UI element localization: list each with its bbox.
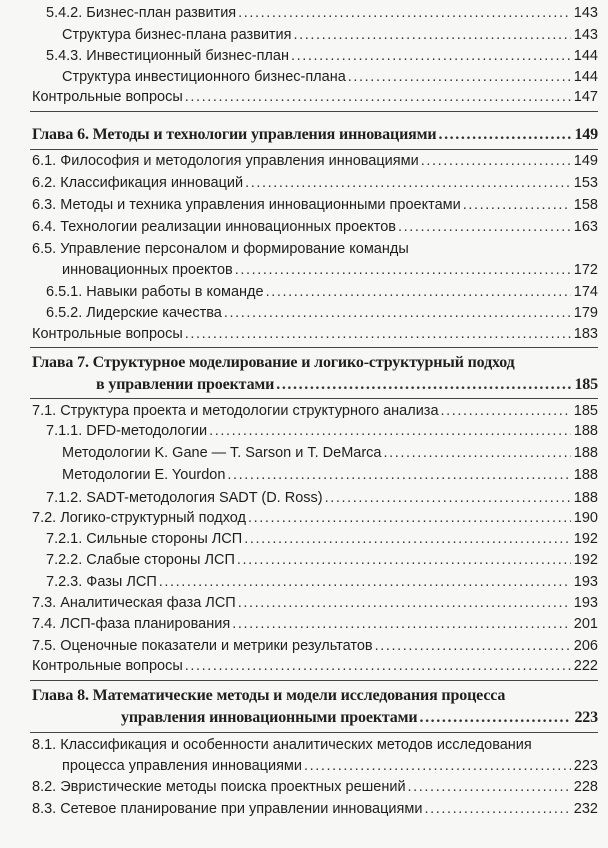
- toc-entry-page: 163: [573, 219, 598, 235]
- leader-dots: [248, 507, 571, 529]
- toc-entry-title: 7.2. Логико-структурный подход: [32, 510, 246, 526]
- toc-chapter-title-cont: в управлении проектами: [96, 376, 275, 393]
- toc-entry: [0, 487, 608, 509]
- toc-entry: [0, 776, 608, 798]
- toc-entry-title: 7.4. ЛСП-фаза планирования: [32, 616, 231, 632]
- leader-dots: [398, 216, 571, 238]
- section-divider: [30, 398, 598, 399]
- toc-entry-page: 185: [574, 376, 598, 393]
- toc-entry-title: 8.1. Классификация и особенности аналитических методов исследования: [32, 737, 532, 753]
- leader-dots: [185, 86, 571, 108]
- toc-entry-title: 5.4.2. Бизнес-план развития: [46, 5, 237, 21]
- toc-entry: [0, 613, 608, 635]
- section-divider: [30, 111, 598, 112]
- toc-entry-title: 7.2.1. Сильные стороны ЛСП: [46, 531, 243, 547]
- leader-dots: [463, 194, 571, 216]
- toc-entry-page: 232: [573, 801, 598, 817]
- toc-chapter-heading: [0, 352, 608, 374]
- toc-entry-title-cont: процесса управления инновациями: [62, 758, 303, 774]
- toc-entry: [0, 172, 608, 194]
- leader-dots: [325, 487, 571, 509]
- toc-entry-page: 143: [573, 5, 598, 21]
- toc-entry-page: 172: [573, 262, 598, 278]
- toc-entry: [0, 86, 608, 108]
- toc-entry-title: 7.2.3. Фазы ЛСП: [46, 574, 157, 590]
- toc-entry: [0, 323, 608, 345]
- toc-entry-page: 188: [573, 490, 598, 506]
- toc-entry: [0, 528, 608, 550]
- leader-dots: [238, 592, 571, 614]
- toc-entry-page: 228: [573, 779, 598, 795]
- toc-entry-page: 143: [573, 27, 598, 43]
- section-divider: [30, 347, 598, 348]
- toc-entry-page: 190: [573, 510, 598, 526]
- toc-entry: [0, 281, 608, 303]
- toc-entry-title: Методологии K. Gane — T. Sarson и T. DeMarca: [62, 445, 382, 461]
- toc-entry-title: 8.3. Сетевое планирование при управлении инновациями: [32, 801, 423, 817]
- toc-entry-title-cont: инновационных проектов: [62, 262, 233, 278]
- toc-entry-page: 192: [573, 531, 598, 547]
- leader-dots: [232, 613, 571, 635]
- toc-entry-title: Методологии E. Yourdon: [62, 467, 226, 483]
- toc-entry: [0, 635, 608, 657]
- toc-entry-page: 201: [573, 616, 598, 632]
- leader-dots: [238, 2, 571, 24]
- toc-entry-page: 144: [573, 69, 598, 85]
- toc-entry: [0, 420, 608, 442]
- toc-entry-continuation: [0, 259, 608, 281]
- toc-entry: [0, 194, 608, 216]
- toc-entry-page: 192: [573, 552, 598, 568]
- toc-chapter-heading-cont: [0, 707, 608, 729]
- leader-dots: [237, 549, 571, 571]
- section-divider: [30, 732, 598, 733]
- toc-entry-title: 8.2. Эвристические методы поиска проектных решений: [32, 779, 406, 795]
- toc-entry: [0, 571, 608, 593]
- leader-dots: [235, 259, 571, 281]
- toc-entry: [0, 24, 608, 46]
- toc-entry-title: 6.2. Классификация инноваций: [32, 175, 244, 191]
- toc-entry-page: 149: [574, 126, 598, 143]
- toc-entry: [0, 655, 608, 677]
- toc-entry: [0, 734, 608, 756]
- toc-entry-page: 223: [574, 709, 598, 726]
- toc-entry-title: 7.3. Аналитическая фаза ЛСП: [32, 595, 236, 611]
- toc-entry: [0, 798, 608, 820]
- toc-entry-title: 6.5.2. Лидерские качества: [46, 305, 222, 321]
- toc-chapter-title: Глава 8. Математические методы и модели исследования процесса: [32, 687, 506, 704]
- toc-entry: [0, 592, 608, 614]
- toc-entry: [0, 216, 608, 238]
- toc-entry-title: 6.3. Методы и техника управления инновационными проектами: [32, 197, 461, 213]
- toc-entry-continuation: [0, 755, 608, 777]
- leader-dots: [291, 45, 571, 67]
- toc-entry: [0, 66, 608, 88]
- leader-dots: [421, 150, 571, 172]
- leader-dots: [227, 464, 570, 486]
- toc-entry-page: 188: [573, 445, 598, 461]
- toc-entry-title: 7.1.2. SADT-методология SADT (D. Ross): [46, 490, 323, 506]
- leader-dots: [375, 635, 571, 657]
- toc-entry-page: 183: [573, 326, 598, 342]
- leader-dots: [276, 374, 571, 396]
- toc-entry: [0, 507, 608, 529]
- leader-dots: [419, 707, 571, 729]
- leader-dots: [209, 420, 571, 442]
- toc-entry-title: 7.1. Структура проекта и методологии структурного анализа: [32, 403, 439, 419]
- toc-chapter-title: Глава 7. Структурное моделирование и логико-структурный подход: [32, 354, 515, 371]
- toc-entry-title: Контрольные вопросы: [32, 326, 183, 342]
- leader-dots: [185, 655, 571, 677]
- toc-entry-title: 7.5. Оценочные показатели и метрики результатов: [32, 638, 373, 654]
- toc-entry-title: 6.1. Философия и методология управления инновациями: [32, 153, 419, 169]
- toc-chapter-title-cont: управления инновационными проектами: [121, 709, 418, 726]
- toc-entry-page: 206: [573, 638, 598, 654]
- leader-dots: [266, 281, 571, 303]
- leader-dots: [304, 755, 571, 777]
- toc-chapter-title: Глава 6. Методы и технологии управления инновациями: [32, 126, 437, 143]
- toc-chapter-heading: [0, 124, 608, 146]
- toc-entry-page: 158: [573, 197, 598, 213]
- toc-entry-page: 153: [573, 175, 598, 191]
- section-divider: [30, 680, 598, 681]
- toc-entry-title: Структура инвестиционного бизнес-плана: [62, 69, 346, 85]
- toc-entry-title: Контрольные вопросы: [32, 658, 183, 674]
- toc-entry-page: 185: [573, 403, 598, 419]
- toc-entry-title: Контрольные вопросы: [32, 89, 183, 105]
- toc-entry-page: 188: [573, 423, 598, 439]
- toc-entry-title: 6.5. Управление персоналом и формирование команды: [32, 241, 409, 257]
- toc-entry-page: 188: [573, 467, 598, 483]
- toc-entry-title: 6.4. Технологии реализации инновационных проектов: [32, 219, 396, 235]
- leader-dots: [185, 323, 571, 345]
- toc-entry: [0, 45, 608, 67]
- toc-entry-page: 147: [573, 89, 598, 105]
- toc-entry-page: 222: [573, 658, 598, 674]
- toc-entry: [0, 442, 608, 464]
- toc-entry-page: 174: [573, 284, 598, 300]
- toc-entry-title: 7.1.1. DFD-методологии: [46, 423, 208, 439]
- toc-entry: [0, 2, 608, 24]
- leader-dots: [245, 172, 571, 194]
- leader-dots: [348, 66, 571, 88]
- leader-dots: [244, 528, 571, 550]
- toc-entry-page: 223: [573, 758, 598, 774]
- toc-entry: [0, 150, 608, 172]
- toc-entry: [0, 400, 608, 422]
- leader-dots: [384, 442, 571, 464]
- toc-entry: [0, 464, 608, 486]
- leader-dots: [159, 571, 571, 593]
- toc-chapter-heading-cont: [0, 374, 608, 396]
- leader-dots: [424, 798, 570, 820]
- toc-entry-title: 6.5.1. Навыки работы в команде: [46, 284, 264, 300]
- toc-entry-page: 144: [573, 48, 598, 64]
- toc-entry-title: Структура бизнес-плана развития: [62, 27, 292, 43]
- toc-entry: [0, 549, 608, 571]
- leader-dots: [441, 400, 571, 422]
- toc-entry: [0, 302, 608, 324]
- toc-entry-title: 5.4.3. Инвестиционный бизнес-план: [46, 48, 289, 64]
- toc-entry-page: 193: [573, 595, 598, 611]
- toc-entry-page: 179: [573, 305, 598, 321]
- leader-dots: [438, 124, 571, 146]
- toc-entry-page: 193: [573, 574, 598, 590]
- toc-chapter-heading: [0, 685, 608, 707]
- leader-dots: [294, 24, 571, 46]
- toc-entry-page: 149: [573, 153, 598, 169]
- toc-entry: [0, 238, 608, 260]
- leader-dots: [408, 776, 571, 798]
- leader-dots: [224, 302, 571, 324]
- toc-entry-title: 7.2.2. Слабые стороны ЛСП: [46, 552, 235, 568]
